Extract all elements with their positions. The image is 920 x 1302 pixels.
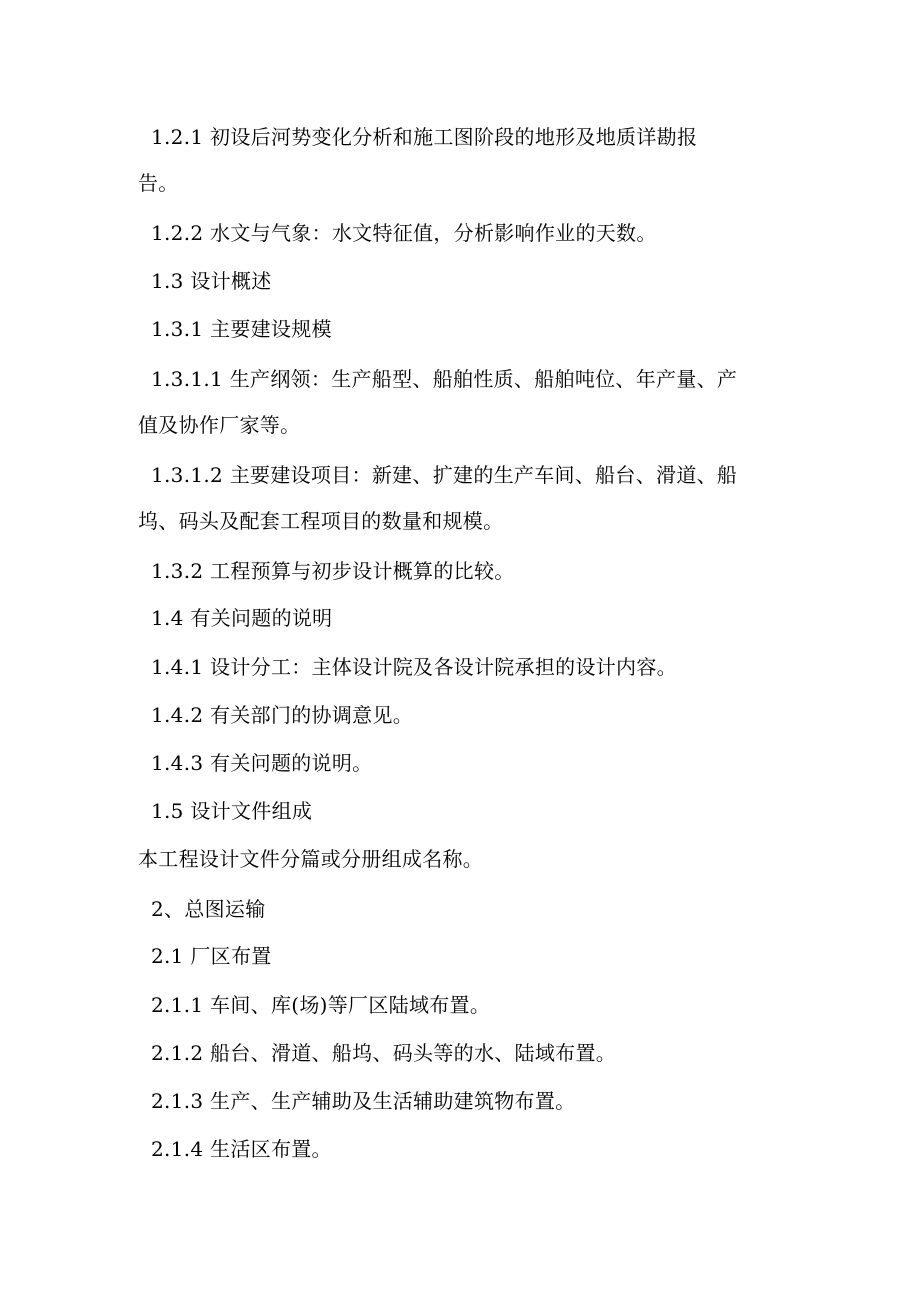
text-line-18: 2.1 厂区布置 [151, 944, 272, 968]
text-line-9: 坞、码头及配套工程项目的数量和规模。 [138, 509, 504, 533]
text-line-15: 1.5 设计文件组成 [151, 799, 313, 823]
text-line-21: 2.1.3 生产、生产辅助及生活辅助建筑物布置。 [151, 1089, 576, 1113]
text-line-12: 1.4.1 设计分工：主体设计院及各设计院承担的设计内容。 [151, 655, 677, 679]
text-line-16: 本工程设计文件分篇或分册组成名称。 [138, 847, 484, 871]
text-line-11: 1.4 有关问题的说明 [151, 606, 333, 630]
text-line-4: 1.3 设计概述 [151, 269, 272, 293]
text-line-6: 1.3.1.1 生产纲领：生产船型、船舶性质、船舶吨位、年产量、产 [151, 367, 738, 391]
text-line-14: 1.4.3 有关问题的说明。 [151, 751, 373, 775]
text-line-19: 2.1.1 车间、库(场)等厂区陆域布置。 [151, 993, 491, 1017]
text-line-8: 1.3.1.2 主要建设项目：新建、扩建的生产车间、船台、滑道、船 [151, 463, 738, 487]
text-line-1: 1.2.1 初设后河势变化分析和施工图阶段的地形及地质详勘报 [151, 125, 698, 149]
text-line-2: 告。 [138, 171, 179, 195]
text-line-22: 2.1.4 生活区布置。 [151, 1137, 332, 1161]
text-line-13: 1.4.2 有关部门的协调意见。 [151, 703, 414, 727]
text-line-17: 2、总图运输 [151, 897, 266, 921]
text-line-10: 1.3.2 工程预算与初步设计概算的比较。 [151, 559, 515, 583]
text-line-3: 1.2.2 水文与气象：水文特征值，分析影响作业的天数。 [151, 221, 657, 245]
text-line-5: 1.3.1 主要建设规模 [151, 317, 332, 341]
text-line-20: 2.1.2 船台、滑道、船坞、码头等的水、陆域布置。 [151, 1041, 617, 1065]
text-line-7: 值及协作厂家等。 [138, 413, 301, 437]
